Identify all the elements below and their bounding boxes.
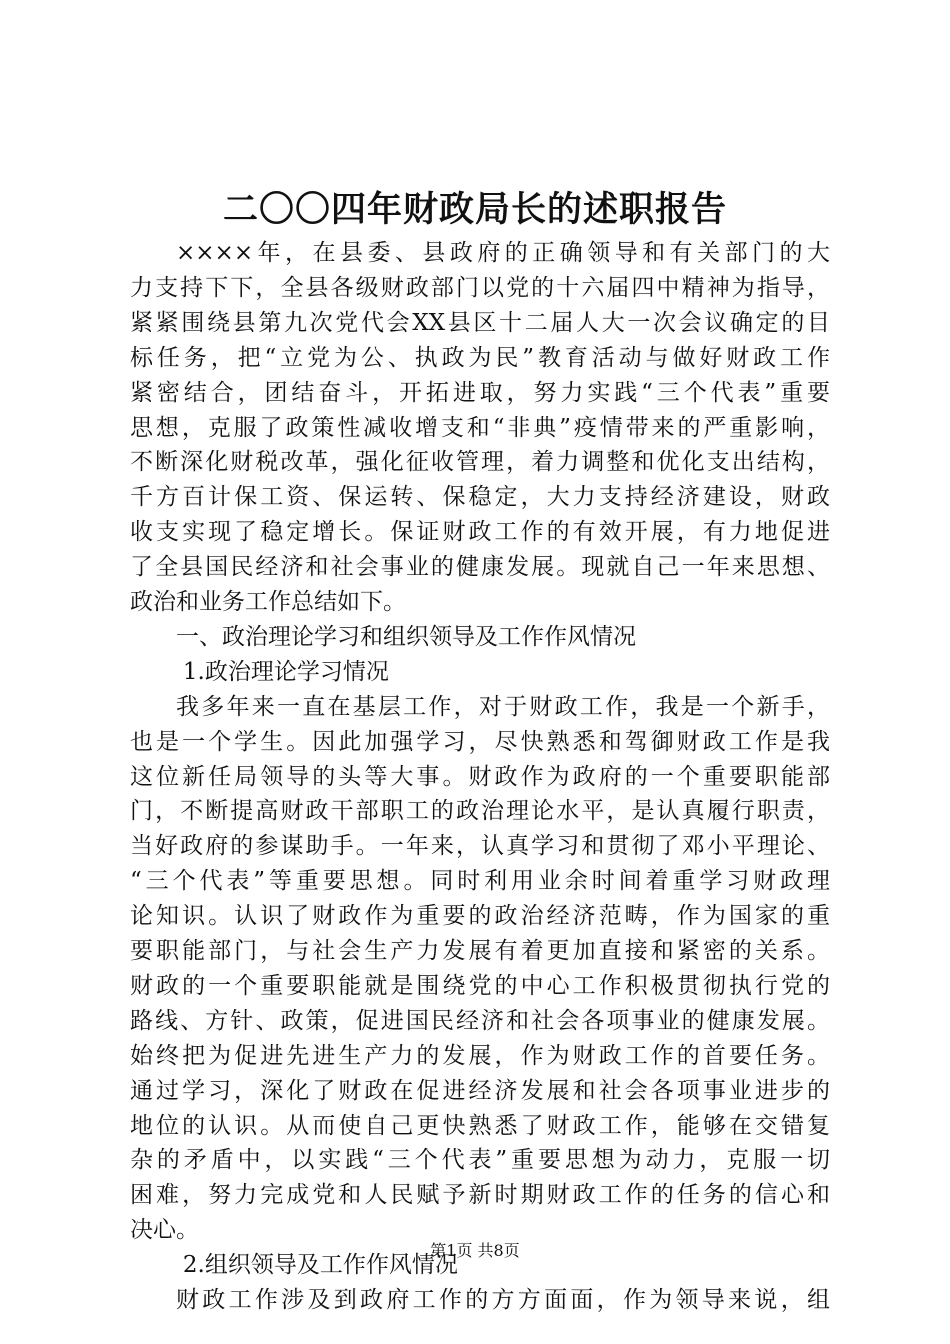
document-title: 二〇〇四年财政局长的述职报告 xyxy=(222,189,727,230)
body-line: 杂的矛盾中，以实践“三个代表”重要思想为动力，克服一切 xyxy=(130,1147,830,1174)
body-line: 我多年来一直在基层工作，对于财政工作，我是一个新手， xyxy=(176,693,830,720)
body-line: 了全县国民经济和社会事业的健康发展。现就自己一年来思想、 xyxy=(130,554,830,581)
body-line: 当好政府的参谋助手。一年来，认真学习和贯彻了邓小平理论、 xyxy=(130,833,830,860)
body-line: 通过学习，深化了财政在促进经济发展和社会各项事业进步的 xyxy=(130,1077,830,1104)
body-line: 这位新任局领导的头等大事。财政作为政府的一个重要职能部 xyxy=(130,763,830,790)
page-footer: 第1页 共8页 xyxy=(430,1241,520,1260)
body-line: 千方百计保工资、保运转、保稳定，大力支持经济建设，财政 xyxy=(130,484,830,511)
body-line: 收支实现了稳定增长。保证财政工作的有效开展，有力地促进 xyxy=(130,519,830,546)
body-line: 决心。 xyxy=(130,1217,199,1244)
body-line: 始终把为促进先进生产力的发展，作为财政工作的首要任务。 xyxy=(130,1042,830,1069)
body-line: 紧紧围绕县第九次党代会XX县区十二届人大一次会议确定的目 xyxy=(130,309,830,336)
body-line: 要职能部门，与社会生产力发展有着更加直接和紧密的关系。 xyxy=(130,938,830,964)
body-line: 思想，克服了政策性减收增支和“非典”疫情带来的严重影响， xyxy=(130,414,830,441)
body-line: 地位的认识。从而使自己更快熟悉了财政工作，能够在交错复 xyxy=(130,1112,830,1139)
body-line: 财政的一个重要职能就是围绕党的中心工作积极贯彻执行党的 xyxy=(130,972,830,999)
body-line: 论知识。认识了财政作为重要的政治经济范畴，作为国家的重 xyxy=(130,903,830,930)
body-line: 困难，努力完成党和人民赋予新时期财政工作的任务的信心和 xyxy=(130,1182,830,1209)
body-line: 标任务，把“立党为公、执政为民”教育活动与做好财政工作 xyxy=(130,344,830,371)
body-line: ××××年，在县委、县政府的正确领导和有关部门的大 xyxy=(176,240,830,266)
body-line: 力支持下下，全县各级财政部门以党的十六届四中精神为指导， xyxy=(130,274,830,301)
body-line: 路线、方针、政策，促进国民经济和社会各项事业的健康发展。 xyxy=(130,1007,830,1034)
body-line: 2.组织领导及工作作风情况 xyxy=(182,1252,458,1279)
body-line: 紧密结合，团结奋斗，开拓进取，努力实践“三个代表”重要 xyxy=(130,379,830,406)
body-line: 不断深化财税改革，强化征收管理，着力调整和优化支出结构， xyxy=(130,449,830,476)
body-line: 门，不断提高财政干部职工的政治理论水平，是认真履行职责， xyxy=(130,798,830,825)
body-line: 也是一个学生。因此加强学习，尽快熟悉和驾御财政工作是我 xyxy=(130,728,830,755)
body-line: 政治和业务工作总结如下。 xyxy=(130,589,406,615)
body-line: 1.政治理论学习情况 xyxy=(182,658,389,685)
body-line: 财政工作涉及到政府工作的方方面面，作为领导来说，组 xyxy=(176,1287,830,1313)
body-line: “三个代表”等重要思想。同时利用业余时间着重学习财政理 xyxy=(130,868,830,895)
body-line: 一、政治理论学习和组织领导及工作作风情况 xyxy=(176,623,636,650)
